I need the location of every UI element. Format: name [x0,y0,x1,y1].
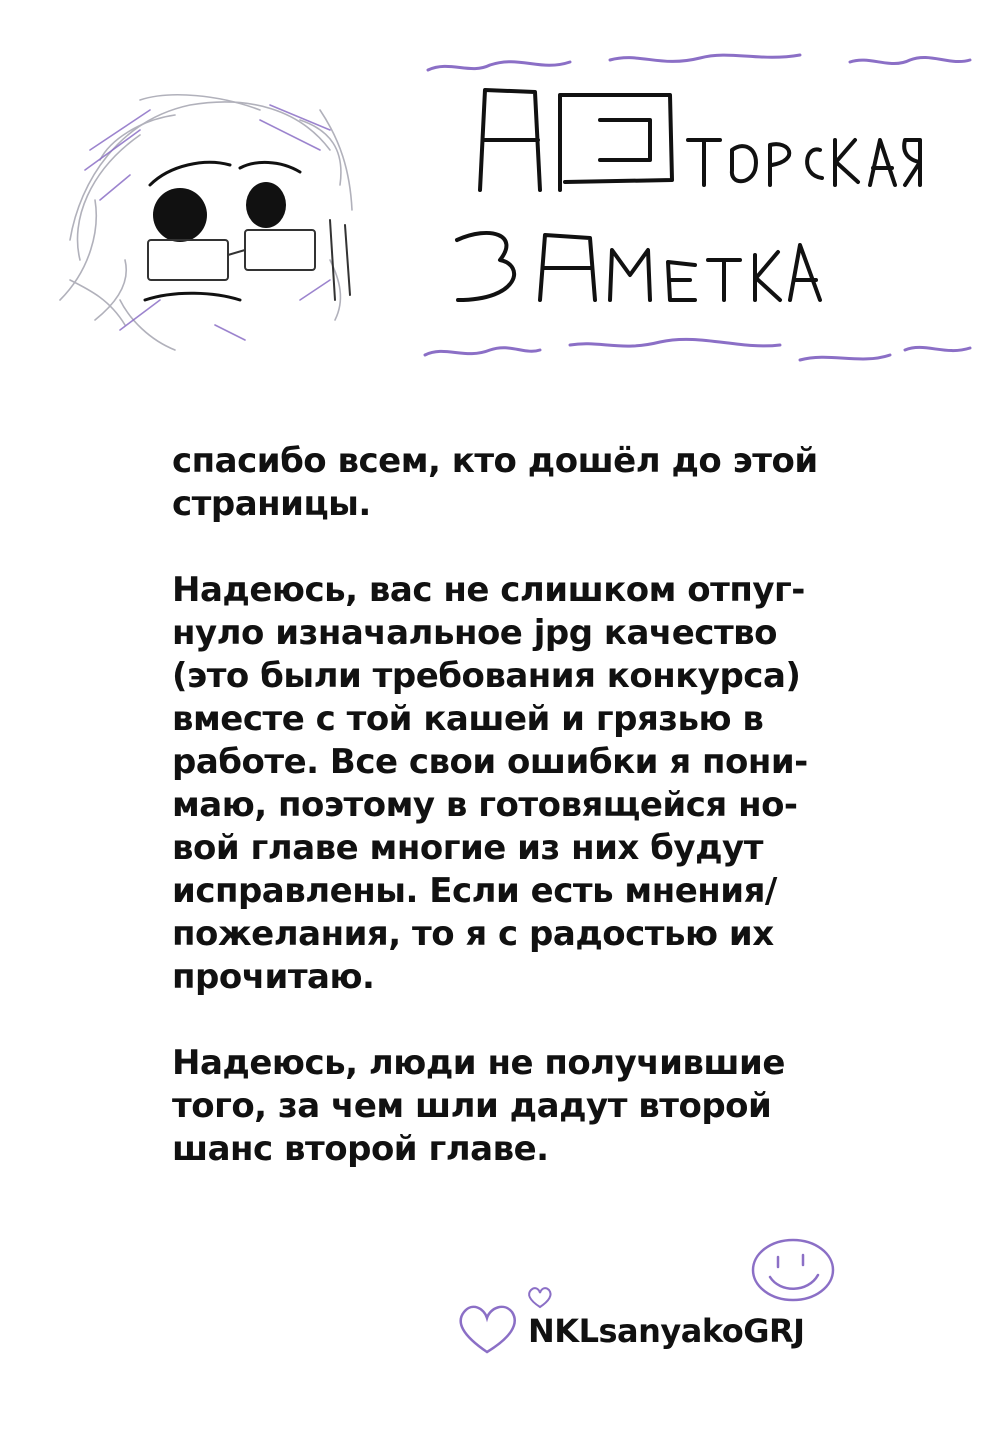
author-signature: NKLsanyakoGRJ [528,1312,805,1350]
chibi-face-doodle-icon [60,95,352,350]
title-lettering [457,90,920,300]
header-art [0,0,1000,400]
paragraph-apology: Надеюсь, вас не слишком отпуг- нуло изначальное jpg качество (это были требования конкурса) вместе с той кашей и грязью в работе. Все свои ошибки я пони- маю, поэтому в готовящейся но- вой главе многие из них будут исправлены. Если есть мнения/ пожелания, то я с радостью их прочитаю. [172,570,808,997]
note-body [172,440,862,1214]
wavy-line-icon [425,55,970,360]
smiley-icon [748,1235,838,1305]
paragraph-thanks: спасибо всем, кто дошёл до этой страницы. [172,441,818,524]
heart-icon [452,1300,522,1360]
small-heart-icon [525,1285,555,1311]
paragraph-hope: Надеюсь, люди не получившие того, за чем шли дадут второй шанс второй главе. [172,1043,785,1169]
